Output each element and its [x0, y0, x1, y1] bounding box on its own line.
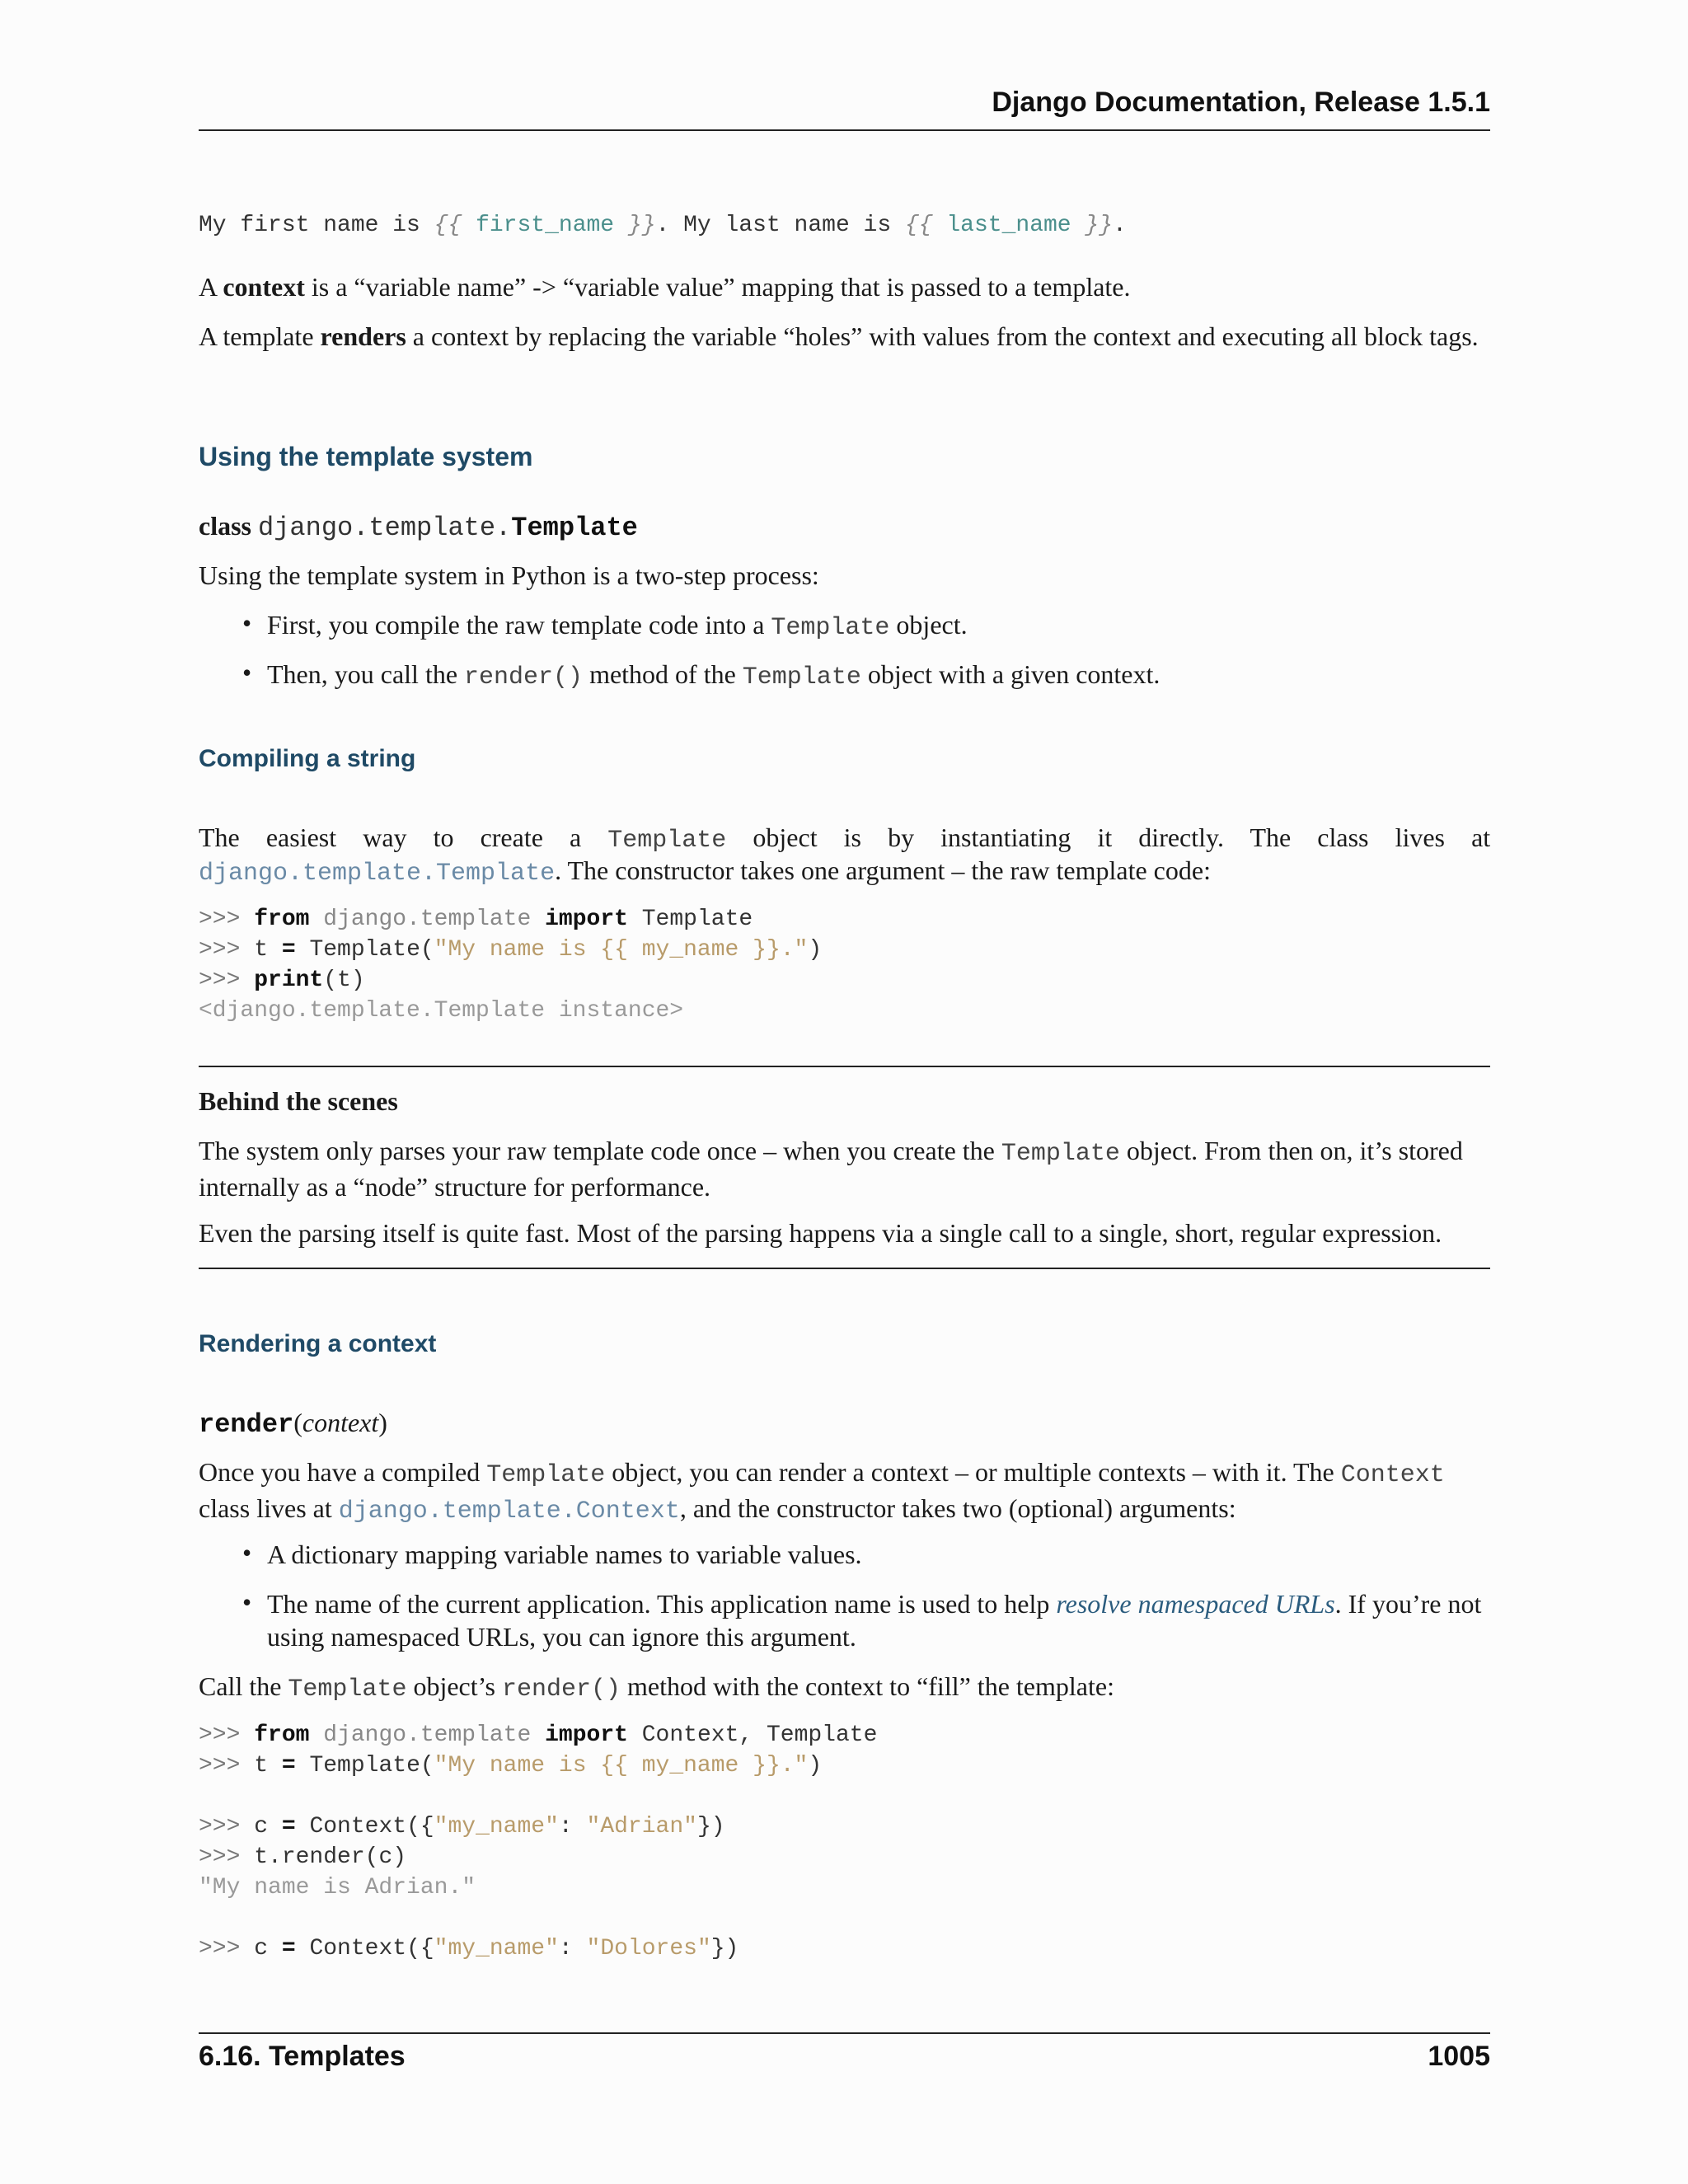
text: class lives at — [199, 1493, 339, 1523]
word: at — [1471, 823, 1491, 852]
code-output: <django.template.Template instance> — [199, 998, 684, 1024]
using-intro: Using the template system in Python is a two-step process: — [199, 560, 819, 590]
prompt: >>> — [199, 1844, 255, 1870]
word: it — [1097, 823, 1113, 852]
word: directly. — [1138, 823, 1224, 852]
inline-code: Template — [771, 614, 890, 642]
keyword: from — [254, 907, 310, 932]
code-line — [199, 1844, 406, 1870]
class-module: django.template. — [258, 513, 512, 543]
string: "My name is {{ my_name }}." — [434, 1753, 809, 1779]
bullet-icon: • — [242, 1538, 252, 1568]
inline-code: Template — [742, 663, 861, 691]
text: . If you’re not using namespaced URLs, you can ignore this argument. — [267, 1589, 1482, 1652]
identifier: Context, Template — [641, 1722, 878, 1748]
bullet-icon: • — [242, 1587, 252, 1617]
text: method with the context to “fill” the template: — [621, 1671, 1114, 1701]
word: object — [753, 823, 818, 852]
step-item — [267, 658, 1490, 694]
code-line — [199, 937, 822, 963]
namespaced-urls-link[interactable]: resolve namespaced URLs — [1056, 1589, 1335, 1619]
template-text: . — [1113, 213, 1127, 238]
word: a — [570, 823, 582, 852]
inline-code: Template — [288, 1675, 407, 1704]
identifier: c — [254, 1814, 282, 1840]
punct: ( — [293, 1408, 302, 1437]
identifier: Template( — [295, 937, 434, 963]
word: The — [199, 823, 240, 852]
text: object. From then on, it’s stored internally as a “node” structure for performance. — [199, 1136, 1463, 1202]
word: instantiating — [940, 823, 1071, 852]
word: lives — [1395, 823, 1445, 852]
word: create — [480, 823, 543, 852]
string: "Adrian" — [586, 1814, 697, 1840]
section-heading-rendering: Rendering a context — [199, 1330, 437, 1357]
template-class-link[interactable]: django.template.Template — [199, 860, 556, 888]
text: object. — [889, 610, 968, 640]
running-header: Django Documentation, Release 1.5.1 — [992, 87, 1490, 118]
inline-code: render() — [464, 663, 584, 691]
arg-item: A dictionary mapping variable names to variable values. — [267, 1540, 862, 1569]
identifier: Template( — [295, 1753, 434, 1779]
punct: : — [558, 1814, 587, 1840]
prompt: >>> — [199, 1936, 255, 1961]
inline-code: Template — [486, 1461, 606, 1489]
template-variable: last_name — [932, 213, 1085, 238]
string: "My name is {{ my_name }}." — [434, 937, 809, 963]
identifier: t — [254, 937, 282, 963]
prompt: >>> — [199, 907, 255, 932]
inline-code: render() — [501, 1675, 621, 1704]
topic-paragraph: Even the parsing itself is quite fast. Most of the parsing happens via a single call to a single, short, regular expression. — [199, 1218, 1442, 1248]
class-name: Template — [511, 513, 638, 543]
text: The name of the current application. This application name is used to help — [267, 1589, 1057, 1619]
text: Once you have a compiled — [199, 1457, 487, 1487]
footer-rule — [199, 2032, 1490, 2034]
word: is — [843, 823, 861, 852]
template-brace: }} — [627, 213, 656, 238]
keyword: from — [254, 1722, 310, 1748]
inline-code: Context — [1340, 1461, 1445, 1489]
prompt: >>> — [199, 1722, 255, 1748]
punct: }) — [710, 1936, 739, 1961]
identifier: (t) — [323, 968, 365, 993]
topic-rule-top — [199, 1066, 1490, 1067]
text: a context by replacing the variable “holes” with values from the context and executing all block tags. — [406, 321, 1479, 351]
bullet-icon: • — [242, 658, 252, 687]
term: renders — [320, 321, 406, 351]
code-line — [199, 907, 753, 932]
identifier: Template — [641, 907, 753, 932]
call-paragraph — [199, 1670, 1490, 1706]
section-heading-compiling: Compiling a string — [199, 745, 416, 772]
code-line — [199, 1722, 877, 1748]
word: by — [888, 823, 915, 852]
header-rule — [199, 129, 1490, 131]
punct: : — [558, 1936, 587, 1961]
text: Then, you call the — [267, 659, 465, 689]
text: , and the constructor takes two (optional) arguments: — [679, 1493, 1236, 1523]
arg-item — [267, 1587, 1490, 1653]
template-brace: }} — [1085, 213, 1114, 238]
code-line — [199, 1814, 725, 1840]
code-line — [199, 1936, 738, 1961]
text: A — [199, 272, 223, 302]
page-number: 1005 — [1428, 2041, 1490, 2072]
template-variable: first_name — [462, 213, 628, 238]
template-text: My first name is — [199, 213, 434, 238]
render-paragraph — [199, 1455, 1490, 1528]
operator: = — [281, 937, 296, 963]
module: django.template — [323, 1722, 532, 1748]
string: "Dolores" — [586, 1936, 711, 1961]
intro-template-example — [199, 213, 1127, 238]
punct: ) — [378, 1408, 387, 1437]
prompt: >>> — [199, 1753, 255, 1779]
method-arg: context — [302, 1408, 379, 1437]
topic-title: Behind the scenes — [199, 1086, 398, 1116]
compile-paragraph-line1 — [199, 821, 1490, 857]
code-output: "My name is Adrian." — [199, 1875, 476, 1900]
word: class — [1317, 823, 1369, 852]
identifier: c — [254, 1936, 282, 1961]
keyword: import — [545, 907, 628, 932]
module: django.template — [323, 907, 532, 932]
prompt: >>> — [199, 1814, 255, 1840]
method-name: render — [199, 1409, 294, 1440]
text: . The constructor takes one argument – the raw template code: — [555, 855, 1211, 885]
identifier: Context({ — [295, 1936, 434, 1961]
word: The — [1250, 823, 1292, 852]
identifier: Context({ — [295, 1814, 434, 1840]
template-brace: {{ — [434, 213, 462, 238]
template-brace: {{ — [904, 213, 933, 238]
term: context — [223, 272, 305, 302]
identifier: t.render(c) — [254, 1844, 407, 1870]
word: easiest — [265, 823, 337, 852]
text: method of the — [583, 659, 743, 689]
context-class-link[interactable]: django.template.Context — [338, 1497, 680, 1526]
inline-code: Template — [607, 827, 727, 855]
context-definition — [199, 270, 1490, 303]
string: "my_name" — [434, 1936, 559, 1961]
text: object with a given context. — [860, 659, 1160, 689]
word: way — [363, 823, 407, 852]
step-item — [267, 608, 1490, 644]
code-line — [199, 968, 365, 993]
operator: = — [281, 1753, 296, 1779]
operator: = — [281, 1936, 296, 1961]
text: object’s — [406, 1671, 502, 1701]
class-signature — [199, 509, 1490, 545]
inline-code: Template — [1001, 1140, 1120, 1168]
word: to — [433, 823, 454, 852]
text: object, you can render a context – or multiple contexts – with it. The — [605, 1457, 1341, 1487]
operator: = — [281, 1814, 296, 1840]
text: The system only parses your raw template code once – when you create the — [199, 1136, 1001, 1165]
punct: }) — [696, 1814, 725, 1840]
text: A template — [199, 321, 321, 351]
text: is a “variable name” -> “variable value” mapping that is passed to a template. — [304, 272, 1131, 302]
text: First, you compile the raw template code into a — [267, 610, 771, 640]
text: Call the — [199, 1671, 288, 1701]
code-line — [199, 1753, 822, 1779]
string: "my_name" — [434, 1814, 559, 1840]
punct: ) — [808, 1753, 823, 1779]
identifier: t — [254, 1753, 282, 1779]
renders-definition — [199, 320, 1490, 353]
keyword: import — [545, 1722, 628, 1748]
compile-paragraph-line2 — [199, 854, 1490, 890]
prompt: >>> — [199, 968, 255, 993]
class-keyword: class — [199, 511, 251, 541]
keyword: print — [254, 968, 324, 993]
template-text: . My last name is — [655, 213, 905, 238]
punct: ) — [808, 937, 823, 963]
topic-paragraph — [199, 1134, 1490, 1203]
bullet-icon: • — [242, 608, 252, 638]
prompt: >>> — [199, 937, 255, 963]
topic-rule-bottom — [199, 1268, 1490, 1269]
footer-section: 6.16. Templates — [199, 2041, 406, 2072]
render-signature — [199, 1406, 1490, 1441]
section-heading-using: Using the template system — [199, 442, 533, 471]
